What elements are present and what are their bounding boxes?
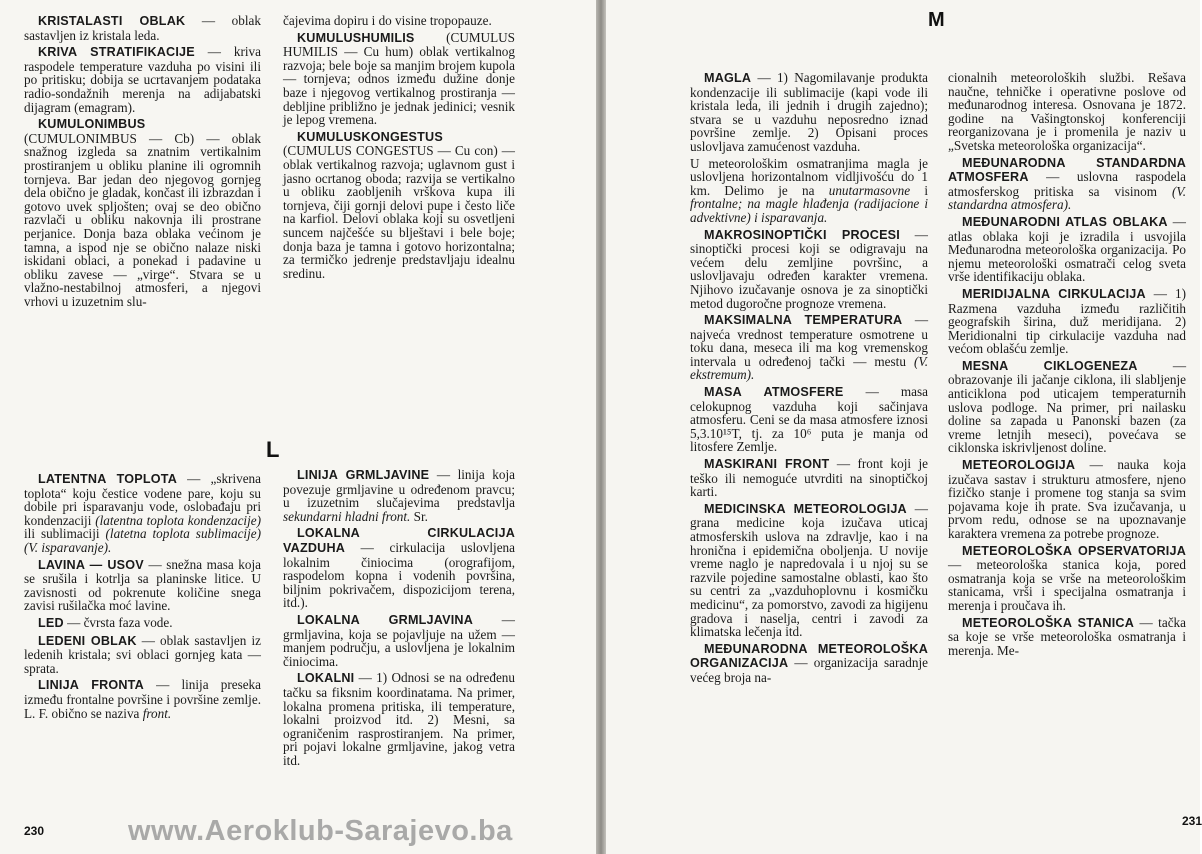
entry-definition: (CUMULONIMBUS — Cb) — oblak snažnog izgleda sa znatnim vertikalnim prostiranjem u obliku planine ili ogromnih tornjeva. Bar jedan deo njegovog gornjeg dela obično je gladak, končast ili izbrazdan i gotovo uvek spljošten; ovaj se deo obično razvlači u obliku nakovnja ili prostrane perjanice. Donja baza oblaka većinom je tamna, a ispod nje se obično nalaze niski iskidani oblaci, a ponekad i padavine u obliku zavese — „virge“. Stvara se u vlažno-nestabilnoj atmosferi, a njegovi vrhovi u izuzetnim slu- <box>24 130 261 309</box>
right-page-column-left <box>690 71 928 688</box>
dictionary-entry <box>283 14 515 28</box>
entry-term: MAGLA <box>704 71 752 85</box>
entry-definition: — nauka koja izučava sastav i strukturu atmosfere, njeno fizičko stanje i promene tog stanja sa svim pojavama koje ih prate. Sva izučavanja, u prvom redu, odnose se na upoznavanje karaktera vremena za potrebe prognoze. <box>948 457 1186 541</box>
dictionary-entry <box>690 457 928 499</box>
entry-definition: U meteorološkim osmatranjima magla je uslovljena horizontalnom vidljivošću do 1 km. Delimo je na <box>690 155 928 198</box>
dictionary-entry <box>948 616 1186 658</box>
entry-definition: — tačka sa koje se vrše meteorološka osmatranja i merenja. Me- <box>948 614 1186 658</box>
entry-definition: Sr. <box>410 508 428 524</box>
entry-italic-text: (latetna toplota sublimacije) (V. isparavanje). <box>24 526 261 555</box>
dictionary-entry <box>283 130 515 281</box>
dictionary-entry <box>948 156 1186 212</box>
entry-term: KRIVA STRATIFIKACIJE <box>38 45 195 60</box>
entry-definition: — atlas oblaka koji je izradila i usvojila Međunarodna meteorološka organizacija. Po njemu meteorološki osmatrači celog sveta vrše identifikaciju oblaka. <box>948 213 1186 285</box>
dictionary-entry <box>690 313 928 382</box>
dictionary-entry <box>948 544 1186 613</box>
entry-term: MEĐUNARODNA METEOROLOŠKA ORGANIZACIJA <box>690 641 928 671</box>
entry-term: LOKALNI <box>297 671 355 686</box>
entry-term: MERIDIJALNA CIRKULACIJA <box>962 286 1146 301</box>
entry-term: KUMULONIMBUS <box>38 117 146 132</box>
entry-definition: — grana medicine koja izučava uticaj atmosferskih uslova na zdravlje, kao i na hronična i epidemična oboljenja. U novije vreme naglo je napredovala i u njoj su se razvile pojedine samostalne oblasti, kao što su centri za „vazduhoplovnu i kosmičku medicinu“, za pomorstvo, zavodi za higijenu gradova i naselja, centri i zavodi za klimatska lečenja itd. <box>690 500 928 640</box>
entry-italic-text: sekundarni hladni front. <box>283 508 411 524</box>
entry-term: MESNA CIKLOGENEZA <box>962 358 1138 373</box>
entry-definition: — linija preseka između frontalne površine i površine zemlje. L. F. obično se naziva <box>24 677 261 721</box>
entry-definition: — najveća vrednost temperature osmotrene u toku dana, meseca ili ma kog vremenskog intervala u određenoj tački — mestu <box>690 312 929 369</box>
dictionary-entry <box>283 468 515 523</box>
entry-definition: — linija koja povezuje grmljavine u određenom pravcu; u izuzetnim slučajevima predstavlja <box>283 467 516 511</box>
dictionary-entry <box>24 117 261 308</box>
dictionary-entry <box>283 671 515 767</box>
entry-definition: — kriva raspodele temperature vazduha po visini ili po pritisku; dobija se ucrtavanjem podataka radio-sondažnih merenja na adijabatski dijagram (emagram). <box>24 44 261 115</box>
entry-term: METEOROLOŠKA OPSERVATORIJA <box>962 543 1186 558</box>
book-gutter <box>596 0 606 854</box>
dictionary-entry <box>283 526 515 610</box>
entry-definition: — 1) Razmena vazduha između različitih geografskih širina, duž meridijana. 2) Meridionalni tip cirkulacije vazduha nad većom oblašću zemlje. <box>948 285 1186 357</box>
left-page-column-top-left <box>24 14 261 311</box>
dictionary-entry <box>24 14 261 42</box>
right-page-column-right <box>948 71 1186 660</box>
entry-definition: — grmljavina, koja se pojavljuje na užem — manjem području, a uslovljena je lokalnim činiocima. <box>283 611 515 669</box>
entry-term: LINIJA GRMLJAVINE <box>297 468 430 482</box>
entry-term: LED <box>38 615 64 630</box>
entry-definition: cionalnih meteoroloških službi. Rešava naučne, tehničke i operativne poslove od međunarodnog interesa. Osnovana je 1872. godine na Vašingtonskoj konferenciji reorganizovana je i promenila je naziv u „Svetska meteorološka organizacija“. <box>948 70 1186 153</box>
entry-italic-text: frontalne; na magle hlađenja (radijacione i advektivne) i isparavanja. <box>690 196 928 225</box>
page-number-left: 230 <box>24 824 45 838</box>
entry-italic-text: (V. ekstremum). <box>690 353 928 383</box>
entry-definition: (CUMULUS HUMILIS — Cu hum) oblak vertikalnog razvoja; bele boje sa manjim brojem kupola — tornjeva; odnos između dužine donje baze i njegovog vertikalnog prostiranja — debljine približno je jednak jedinici; vesnik je lepog vremena. <box>283 29 515 128</box>
dictionary-entry <box>24 678 261 720</box>
letter-heading-l: L <box>266 437 280 462</box>
watermark-text: www.Aeroklub-Sarajevo.ba <box>128 815 513 847</box>
entry-definition: — uslovna raspodela atmosferskog pritiska sa visinom <box>948 169 1186 199</box>
dictionary-entry <box>690 502 928 639</box>
entry-term: MASKIRANI FRONT <box>704 457 830 472</box>
entry-definition: — masa celokupnog vazduha koji sačinjava atmosferu. Ceni se da masa atmosfere iznosi 5,3.10¹⁵T, tj. za 10⁶ puta je manja od litosfere Zemlje. <box>690 384 928 455</box>
entry-definition: (CUMULUS CONGESTUS — Cu con) — oblak vertikalnog razvoja; uglavnom gust i jasno ocrtanog oboda; razvija se vertikalno u obliku zaobljenih vrškova kupa ili tornjeva, čiji gornji delovi pupe i često liče na karfiol. Delovi oblaka koji su osvetljeni suncem najčešće su blještavi i bele boje; donja baza je tamna i gotovo horizontalna; za termičko jedrenje predstavljaju idealnu sredinu. <box>283 143 515 281</box>
dictionary-entry <box>24 616 261 631</box>
entry-term: KUMULUSHUMILIS <box>297 30 415 45</box>
entry-term: LINIJA FRONTA <box>38 678 144 693</box>
dictionary-entry <box>690 228 928 311</box>
entry-term: KRISTALASTI OBLAK <box>38 14 186 28</box>
entry-definition: — čvrsta faza vode. <box>63 614 173 630</box>
left-page <box>0 0 596 854</box>
entry-definition: — organizacija saradnje većeg broja na- <box>690 655 928 685</box>
right-page <box>606 0 1200 854</box>
entry-term: KUMULUSKONGESTUS <box>297 129 443 144</box>
entry-term: LOKALNA GRMLJAVINA <box>297 612 474 627</box>
entry-term: METEOROLOGIJA <box>962 458 1076 473</box>
entry-term: LAVINA — USOV <box>38 557 144 572</box>
entry-term: MEĐUNARODNA STANDARDNA ATMOSFERA <box>948 155 1186 185</box>
dictionary-entry <box>690 157 928 225</box>
left-page-column-bottom-right <box>283 468 515 770</box>
entry-italic-text: front. <box>142 705 172 721</box>
left-page-column-top-right <box>283 14 515 283</box>
dictionary-entry <box>690 71 928 154</box>
entry-italic-text: (latentna toplota kondenzacije) <box>95 512 262 528</box>
entry-italic-text: (V. standardna atmosfera). <box>948 183 1186 213</box>
entry-definition: — oblak sastavljen iz ledenih kristala; svi oblaci gornjeg kata — sprata. <box>24 632 261 676</box>
dictionary-entry <box>948 215 1186 284</box>
entry-definition: — snežna masa koja se srušila i kotrlja sa planinske litice. U zavisnosti od pokrenute količine snega zavisi rušilačka moć lavine. <box>24 556 261 614</box>
entry-definition: — 1) Odnosi se na određenu tačku sa fiksnim koordinatama. Na primer, lokalna promena pritiska, ili temperature, lokalni proizvod itd. 2) Mesni, sa ograničenim rasprostiranjem. Na primer, pri pojavi lokalne grmljavine, jakog vetra itd. <box>283 670 515 768</box>
dictionary-entry <box>283 31 515 127</box>
entry-term: LOKALNA CIRKULACIJA VAZDUHA <box>283 526 515 555</box>
entry-definition: — „skrivena toplota“ koju čestice vodene pare, koju su dobile pri isparavanju vode, oslobađaju pri kondenzaciji <box>24 471 261 528</box>
entry-term: MEĐUNARODNI ATLAS OBLAKA <box>962 214 1168 229</box>
dictionary-entry <box>690 385 928 454</box>
entry-term: MASA ATMOSFERE <box>704 385 844 400</box>
dictionary-entry <box>24 634 261 676</box>
dictionary-entry <box>24 472 261 555</box>
entry-definition: ili sublimaciji <box>24 526 106 542</box>
entry-definition: — cirkulacija uslovljena lokalnim činiocima (orografijom, raspodelom kopna i vodenih površina, biljnim pokrivačem, dispozicijom terena, itd.). <box>283 539 515 611</box>
entry-definition: čajevima dopiru i do visine tropopauze. <box>283 13 492 28</box>
dictionary-entry <box>283 613 515 668</box>
letter-heading-m: M <box>928 9 945 31</box>
page-number-right: 231 <box>1182 814 1202 828</box>
dictionary-entry <box>948 458 1186 541</box>
entry-term: METEOROLOŠKA STANICA <box>962 615 1135 630</box>
dictionary-entry <box>948 71 1186 153</box>
entry-term: MEDICINSKA METEOROLOGIJA <box>704 501 907 516</box>
dictionary-entry <box>24 558 261 613</box>
entry-definition: — obrazovanje ili jačanje ciklona, ili slabljenje anticiklona pod uticajem temperaturnih uslova podloge. Na primer, pri nailasku doline sa zapada u Panonski bazen (za vreme letnjih meseci), povećava se ciklonska iskrivljenost doline. <box>948 357 1186 456</box>
entry-definition: — meteorološka stanica koja, pored osmatranja koja se vrše na meteorološkim stanicama, vrši i specijalna osmatranja i merenja i proučava ih. <box>948 557 1186 613</box>
entry-italic-text: unutarmasovne <box>828 182 911 198</box>
entry-term: MAKSIMALNA TEMPERATURA <box>704 313 903 328</box>
entry-definition: — oblak sastavljen iz kristala leda. <box>24 13 261 43</box>
dictionary-entry <box>948 359 1186 455</box>
entry-term: LATENTNA TOPLOTA <box>38 472 177 486</box>
dictionary-entry <box>690 642 928 685</box>
entry-definition: — sinoptički procesi koji se odigravaju na većem delu zemljine površinc, a uslovljavaju određen karakter vremena. Njihovo izučavanje osnova je za sinoptički metod dugoročne prognoze vremena. <box>690 226 928 311</box>
entry-definition: — 1) Nagomilavanje produkta kondenzacije ili sublimacije (kapi vode ili kristala leda, ili jednih i drugih zajedno); stvara se u vazduhu neposredno iznad površine zemlje. 2) Opisani proces uslovljava zamućenost vazduha. <box>690 70 928 154</box>
entry-definition: i <box>910 182 928 198</box>
left-page-column-bottom-left <box>24 472 261 723</box>
dictionary-entry <box>948 287 1186 356</box>
entry-term: LEDENI OBLAK <box>38 633 137 648</box>
entry-term: MAKROSINOPTIČKI PROCESI <box>704 227 900 242</box>
dictionary-entry <box>24 45 261 114</box>
entry-definition: — front koji je teško ili nemoguće utvrditi na sinoptičkoj karti. <box>690 456 929 500</box>
